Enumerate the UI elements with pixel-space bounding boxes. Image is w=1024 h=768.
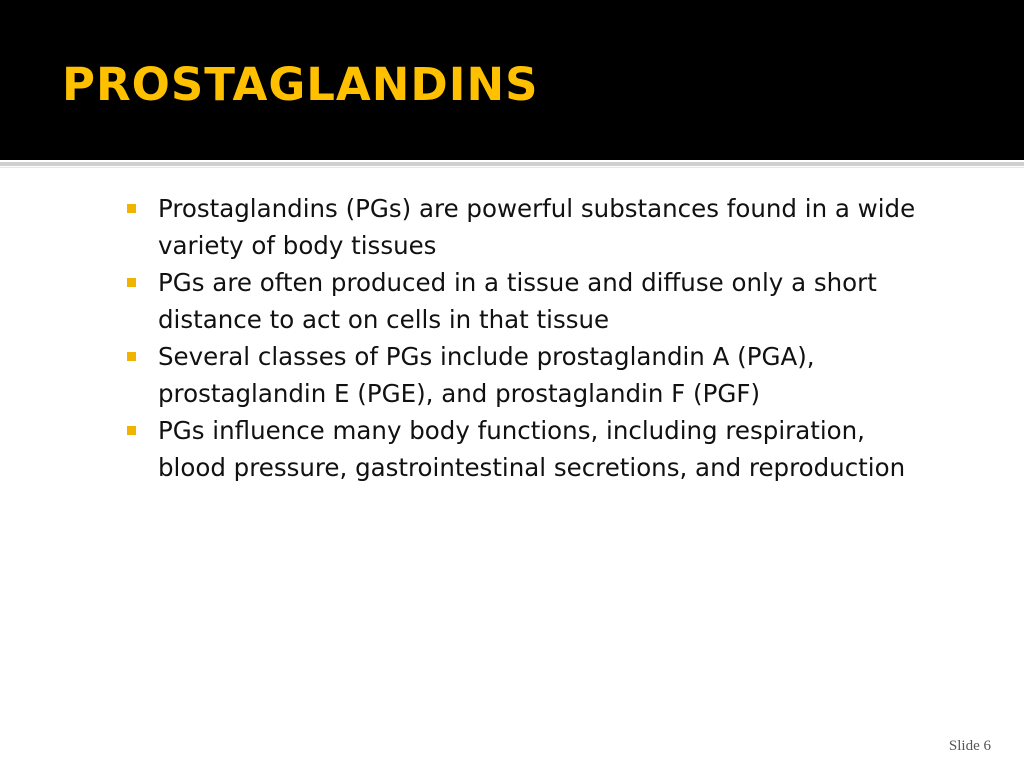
bullet-text: PGs influence many body functions, including respiration, blood pressure, gastrointestinal secretions, and reproduction [158,416,906,482]
bullet-item [122,338,922,412]
square-bullet-icon [127,204,136,213]
square-bullet-icon [127,352,136,361]
bullet-text: Prostaglandins (PGs) are powerful substances found in a wide variety of body tissues [158,194,916,260]
title-divider-secondary [0,167,1024,168]
square-bullet-icon [127,278,136,287]
bullet-text: PGs are often produced in a tissue and diffuse only a short distance to act on cells in that tissue [158,268,877,334]
bullet-item [122,190,922,264]
slide-number: Slide 6 [948,738,991,754]
bullet-item [122,264,922,338]
bullet-list [122,190,922,486]
title-bar [0,0,1024,160]
slide-title: PROSTAGLANDINS [62,58,539,111]
bullet-text: Several classes of PGs include prostaglandin A (PGA), prostaglandin E (PGE), and prostaglandin F (PGF) [158,342,815,408]
square-bullet-icon [127,426,136,435]
bullet-item [122,412,922,486]
title-divider [0,162,1024,166]
